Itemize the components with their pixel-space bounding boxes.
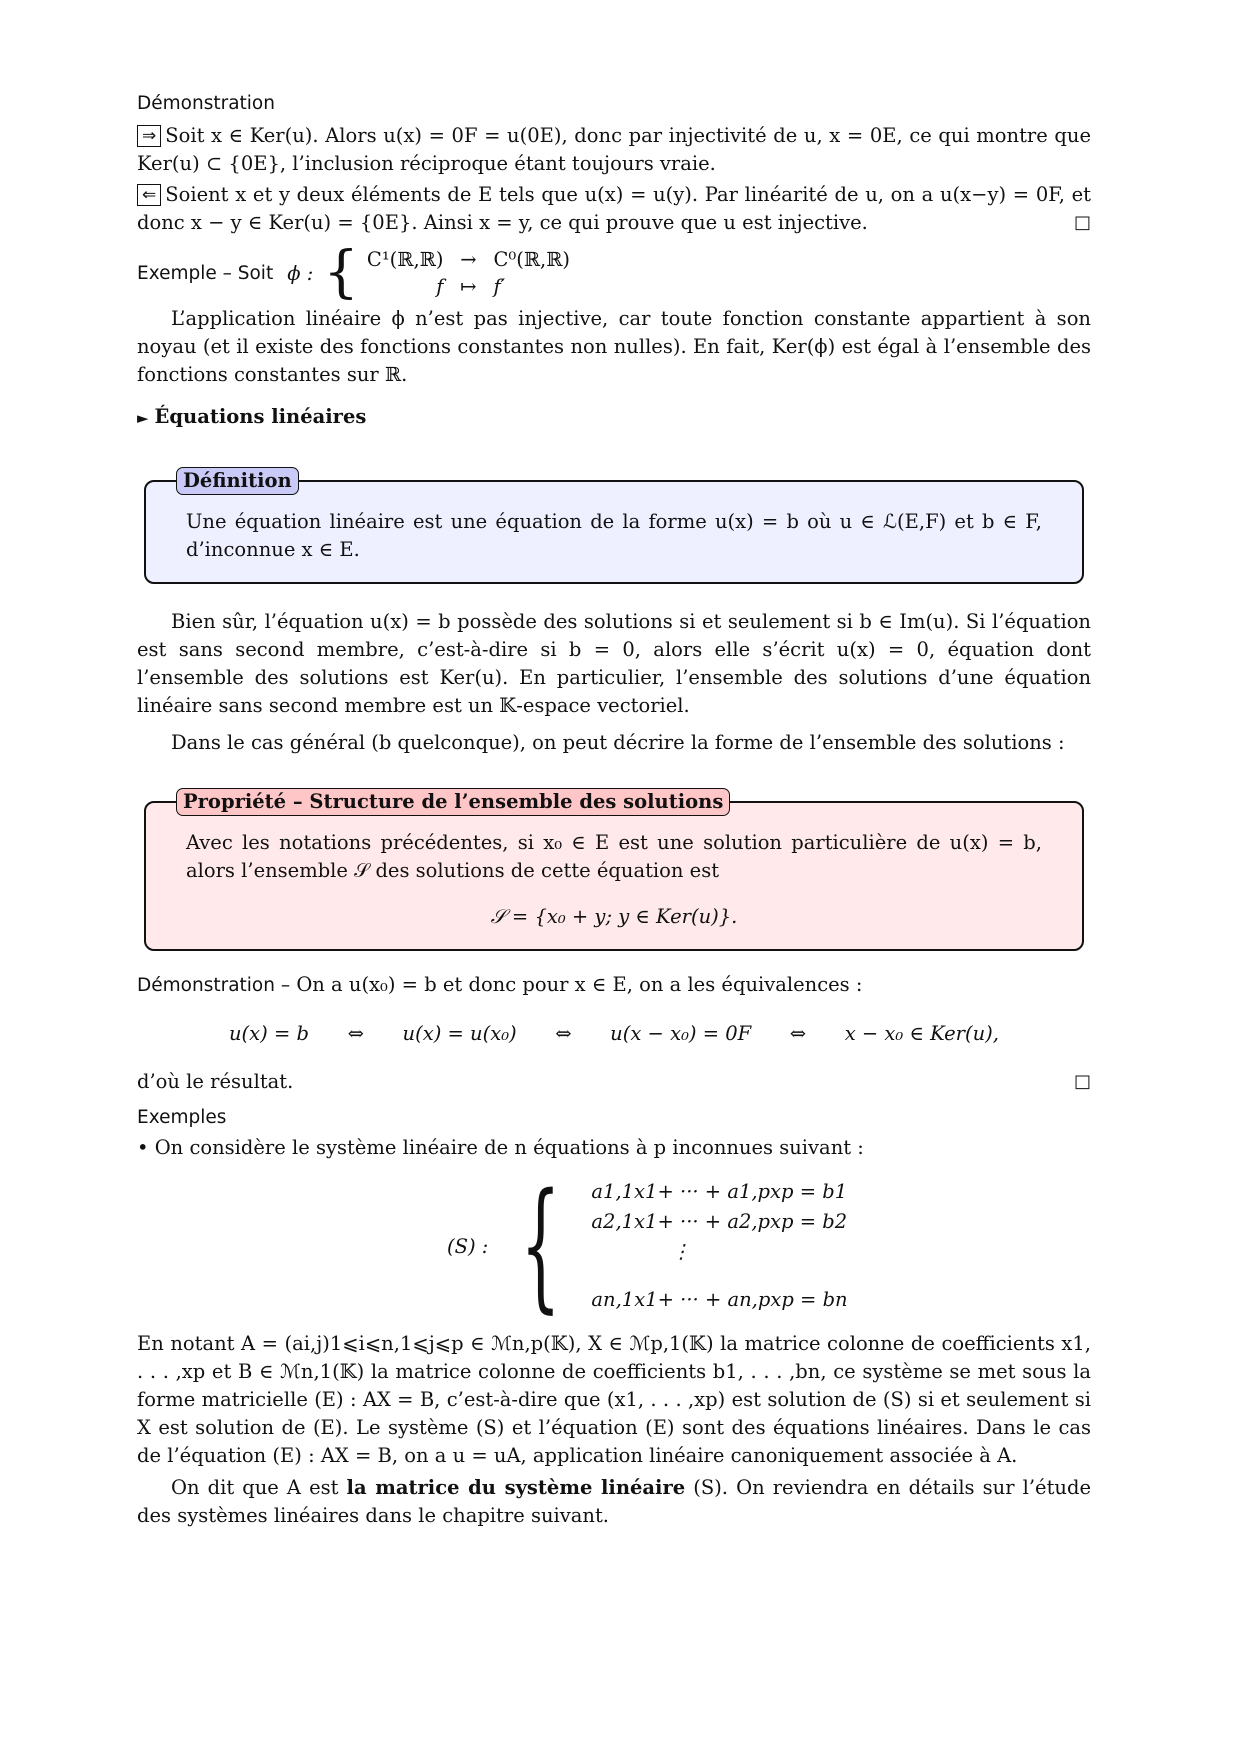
equiv-term: u(x − x₀) = 0F bbox=[610, 1022, 752, 1045]
final-before: On dit que A est bbox=[171, 1476, 339, 1499]
demo2-heading: Démonstration – bbox=[137, 975, 291, 996]
phi-label: ϕ : bbox=[287, 261, 314, 285]
system-row: ⋮ bbox=[671, 1240, 691, 1263]
system-row: a2,1x1+ ··· + a2,pxp = b2 bbox=[591, 1210, 848, 1233]
page-content bbox=[137, 90, 1091, 1530]
map-to-arrow: ↦ bbox=[460, 275, 477, 298]
map-arrow: → bbox=[460, 248, 477, 271]
section-title: Équations linéaires bbox=[154, 405, 367, 428]
conclusion-text: d’où le résultat. bbox=[137, 1070, 294, 1093]
equiv-symbol: ⇔ bbox=[789, 1022, 807, 1045]
equiv-term: u(x) = b bbox=[229, 1022, 309, 1045]
definition-box bbox=[144, 469, 1084, 584]
property-box bbox=[144, 790, 1084, 951]
phi-mapping bbox=[323, 240, 571, 305]
map-domain: C¹(ℝ,ℝ) bbox=[366, 248, 444, 271]
example-label: Exemple – Soit bbox=[137, 262, 274, 284]
example-phi bbox=[137, 240, 1091, 305]
equiv-term: x − x₀ ∈ Ker(u), bbox=[844, 1022, 999, 1045]
examples-heading: Exemples bbox=[137, 1107, 227, 1128]
system-rows bbox=[591, 1177, 847, 1315]
final-after: (S). On reviendra en détails sur l’étude des systèmes linéaires dans le chapitre suivant. bbox=[137, 1476, 1091, 1527]
system-label: (S) : bbox=[447, 1234, 489, 1258]
definition-tag: Définition bbox=[176, 467, 299, 495]
map-element: f bbox=[436, 275, 444, 298]
demo-heading: Démonstration bbox=[137, 93, 275, 114]
property-tag: Propriété – Structure de l’ensemble des solutions bbox=[176, 788, 730, 816]
system-brace: { bbox=[520, 1164, 561, 1327]
qed-symbol: □ bbox=[1073, 212, 1091, 233]
map-image: f′ bbox=[493, 275, 506, 298]
forward-arrow-box: ⇒ bbox=[137, 125, 161, 147]
example-text: L’application linéaire ϕ n’est pas injective, car toute fonction constante appartient à son noyau (et il existe des fonctions constantes non nulles). En fait, Ker(ϕ) est égal à l’ensemble des fonctions constantes sur ℝ. bbox=[137, 307, 1091, 386]
section-heading bbox=[137, 403, 1091, 432]
qed-symbol: □ bbox=[1073, 1071, 1091, 1092]
property-formula: 𝒮 = {x₀ + y; y ∈ Ker(u)}. bbox=[490, 905, 738, 928]
property-text: Avec les notations précédentes, si x₀ ∈ E est une solution particulière de u(x) = b, alors l’ensemble 𝒮 des solutions de cette équation est bbox=[186, 831, 1042, 882]
paragraph-general: Dans le cas général (b quelconque), on peut décrire la forme de l’ensemble des solutions : bbox=[171, 731, 1065, 754]
demo2-line bbox=[137, 971, 1091, 1000]
final-bold: la matrice du système linéaire bbox=[346, 1476, 686, 1499]
left-brace: { bbox=[323, 240, 359, 305]
map-codomain: C⁰(ℝ,ℝ) bbox=[493, 248, 571, 271]
equiv-symbol: ⇔ bbox=[347, 1022, 364, 1045]
examples-bullet: • On considère le système linéaire de n équations à p inconnues suivant : bbox=[137, 1136, 864, 1159]
demo-backward-text: Soient x et y deux éléments de E tels que u(x) = u(y). Par linéarité de u, on a u(x−y) = 0F, et donc x − y ∈ Ker(u) = {0E}. Ainsi x = y, ce qui prouve que u est injective. bbox=[137, 183, 1091, 234]
paragraph-solutions: Bien sûr, l’équation u(x) = b possède des solutions si et seulement si b ∈ Im(u). Si l’équation est sans second membre, c’est-à-dire si b = 0, alors elle s’écrit u(x) = 0, équation dont l’ensemble des solutions est Ker(u). En particulier, l’ensemble des solutions d’une équation linéaire sans second membre est un 𝕂-espace vectoriel. bbox=[137, 610, 1091, 717]
backward-arrow-box: ⇐ bbox=[137, 184, 161, 206]
demo2-conclusion bbox=[137, 1068, 1091, 1096]
system-row: an,1x1+ ··· + an,pxp = bn bbox=[591, 1288, 848, 1311]
final-paragraph bbox=[137, 1474, 1091, 1530]
demo2-text: On a u(x₀) = b et donc pour x ∈ E, on a les équivalences : bbox=[296, 973, 863, 996]
demo-backward bbox=[137, 181, 1091, 237]
equiv-symbol: ⇔ bbox=[555, 1022, 572, 1045]
mapping-grid bbox=[367, 246, 570, 300]
definition-text: Une équation linéaire est une équation de la forme u(x) = b où u ∈ ℒ(E,F) et b ∈ F, d’inconnue x ∈ E. bbox=[186, 510, 1042, 561]
section-bullet-icon: ► bbox=[137, 409, 149, 427]
equivalence-chain bbox=[229, 1020, 999, 1048]
system-row: a1,1x1+ ··· + a1,pxp = b1 bbox=[591, 1180, 848, 1203]
demo-forward bbox=[137, 122, 1091, 178]
matrix-paragraph: En notant A = (ai,j)1⩽i⩽n,1⩽j⩽p ∈ ℳn,p(𝕂), X ∈ ℳp,1(𝕂) la matrice colonne de coefficients x1, . . . ,xp et B ∈ ℳn,1(𝕂) la matrice colonne de coefficients b1, . . . ,bn, ce système se met sous la forme matricielle (E) : AX = B, c’est-à-dire que (x1, . . . ,xp) est solution de (S) si et seulement si X est solution de (E). Le système (S) et l’équation (E) sont des équations linéaires. Dans le cas de l’équation (E) : AX = B, on a u = uA, application linéaire canoniquement associée à A. bbox=[137, 1332, 1091, 1467]
demo-forward-text: Soit x ∈ Ker(u). Alors u(x) = 0F = u(0E), donc par injectivité de u, x = 0E, ce qui montre que Ker(u) ⊂ {0E}, l’inclusion réciproque étant toujours vraie. bbox=[137, 124, 1091, 175]
equiv-term: u(x) = u(x₀) bbox=[402, 1022, 517, 1045]
linear-system bbox=[447, 1164, 1091, 1327]
